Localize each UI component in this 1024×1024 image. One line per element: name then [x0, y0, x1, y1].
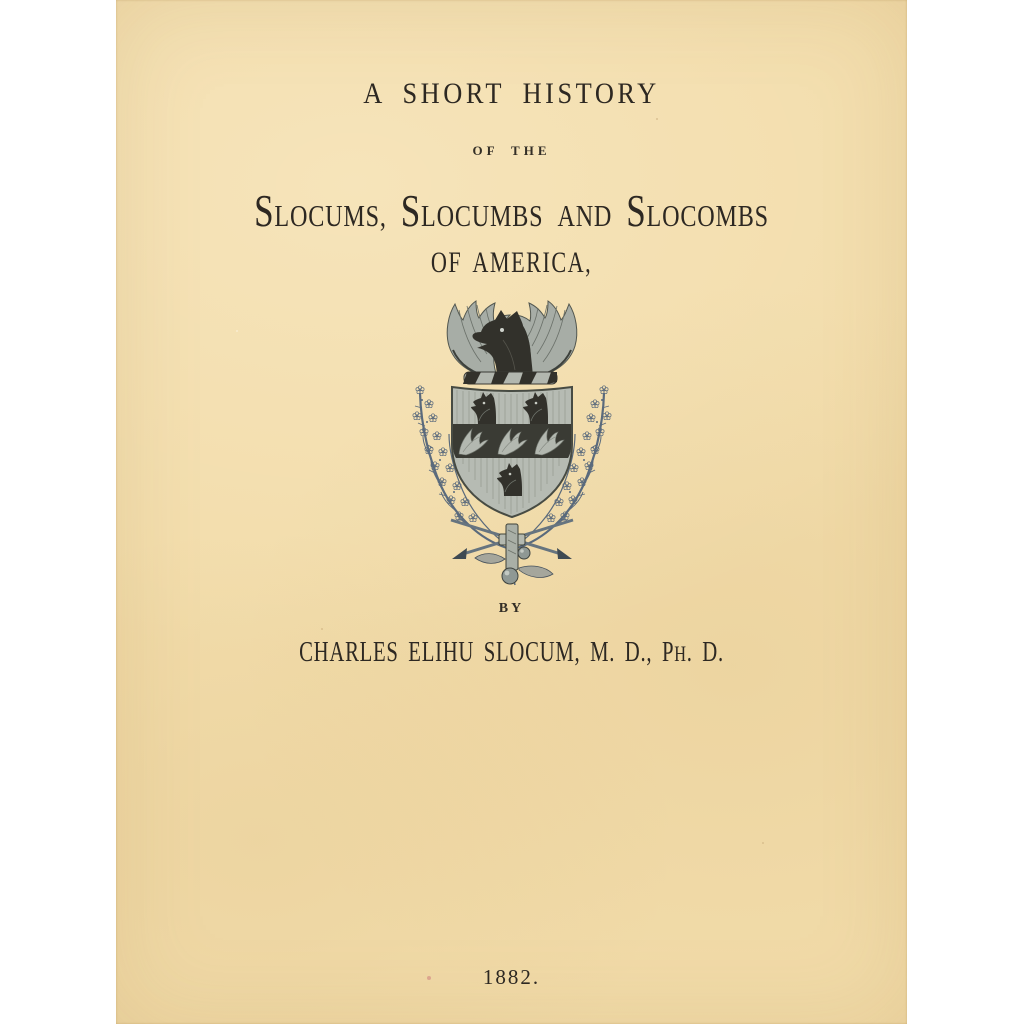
title-of-america: OF AMERICA, — [430, 246, 593, 279]
title-word: SLOCOMBS — [626, 186, 769, 236]
title-of-the: OF THE — [472, 143, 551, 158]
paper-specks — [116, 0, 118, 2]
title-word: SLOCUMS, — [254, 186, 387, 236]
sloe-fruit-icon — [518, 547, 530, 559]
shield — [452, 387, 572, 517]
page-title: A SHORT HISTORY — [363, 77, 660, 110]
crossed-stems — [451, 520, 573, 570]
leaf-icon — [475, 554, 505, 564]
strap — [506, 524, 518, 570]
book-page — [116, 0, 907, 1024]
sloe-fruit-icon — [502, 568, 518, 584]
title-word: AND — [557, 198, 613, 233]
author-name: CHARLES ELIHU SLOCUM, M. D., PH. D. — [299, 637, 724, 668]
torse — [463, 372, 557, 384]
leaf-icon — [519, 566, 553, 577]
byline-label: BY — [498, 601, 525, 616]
coat-of-arms — [407, 296, 617, 596]
main-title — [203, 188, 820, 239]
publication-year: 1882. — [482, 965, 541, 989]
title-word: SLOCUMBS — [400, 186, 544, 236]
